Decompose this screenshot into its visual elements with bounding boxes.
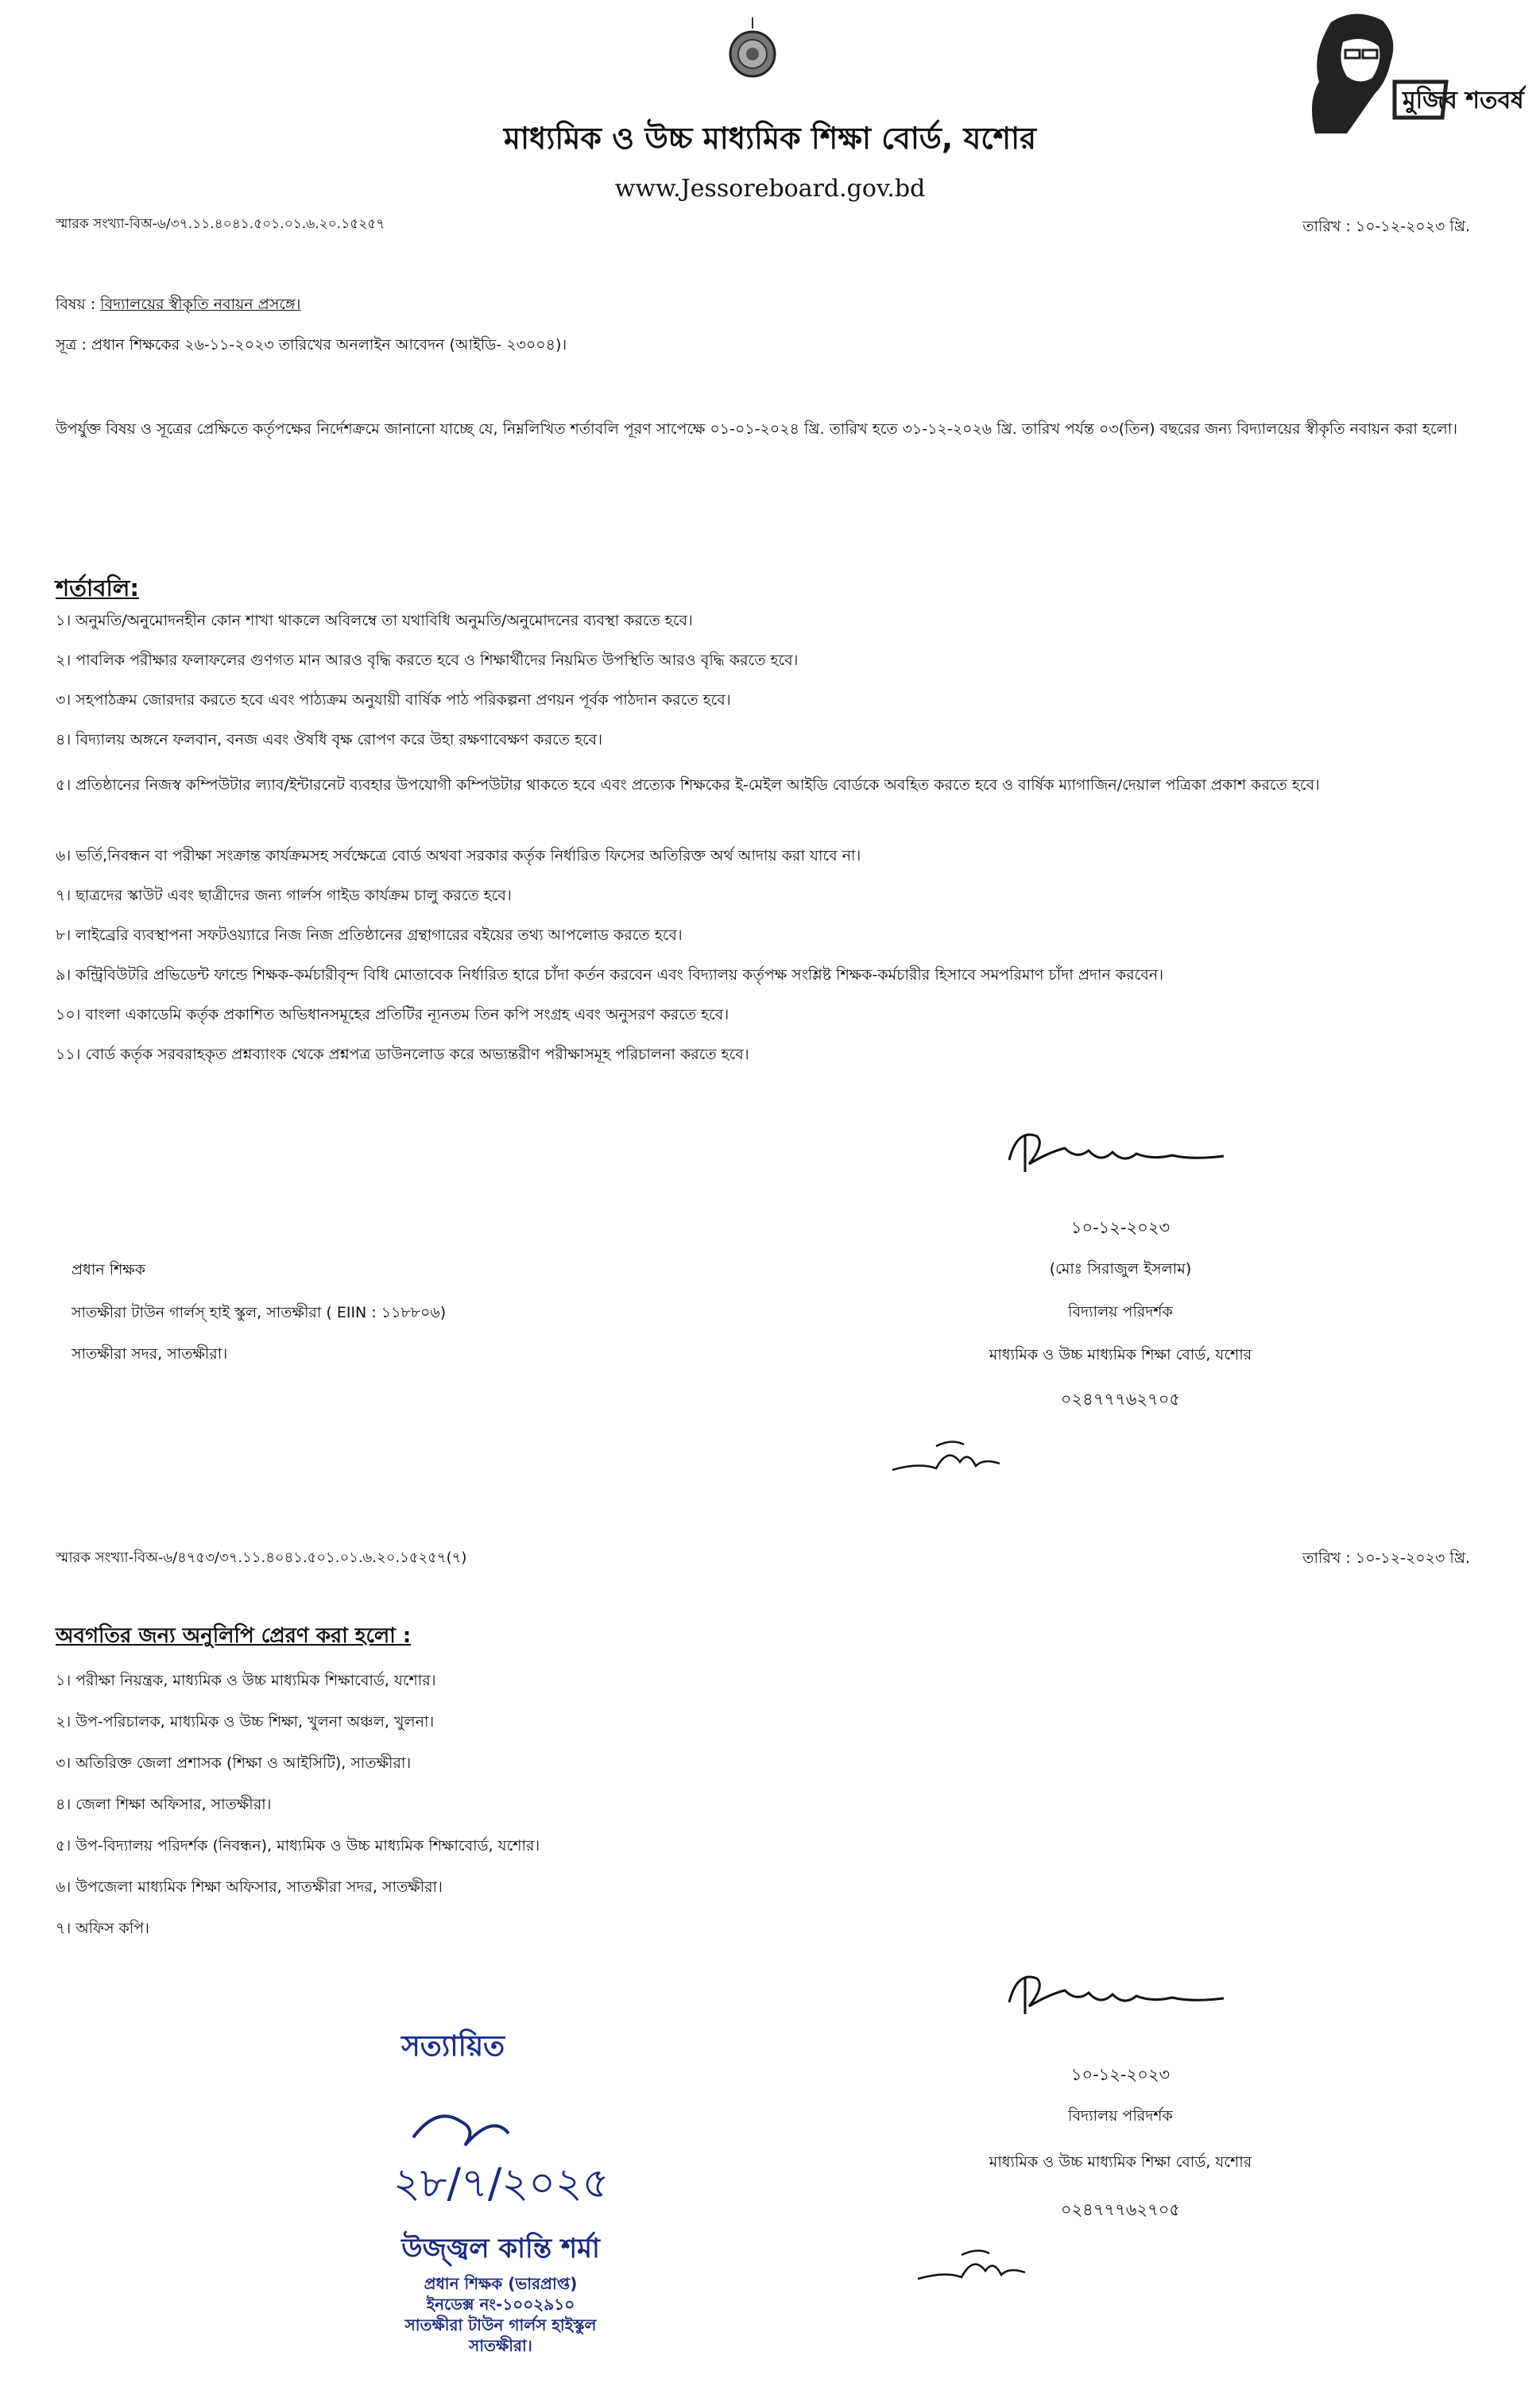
inspector-signature-copy: [1001, 1963, 1240, 2026]
subject-line: [56, 296, 300, 315]
board-title: মাধ্যমিক ও উচ্চ মাধ্যমিক শিক্ষা বোর্ড, যশোর: [503, 121, 1037, 156]
board-website: www.Jessoreboard.gov.bd: [614, 175, 926, 203]
signatory-phone: ০২৪৭৭৭৬২৭০৫: [1060, 1390, 1181, 1409]
attested-label: সত্যায়িত: [401, 2030, 505, 2063]
term-item: ১১। বোর্ড কর্তৃক সরবরাহকৃত প্রশ্নব্যাংক থেকে প্রশ্নপত্র ডাউনলোড করে অভ্যন্তরীণ পরীক্ষাসমূহ পরিচালনা করতে হবে।: [56, 1046, 749, 1063]
signatory-date: ১০-১২-২০২৩: [1070, 1218, 1170, 1237]
term-item: ৩। সহপাঠক্রম জোরদার করতে হবে এবং পাঠ্যক্রম অনুযায়ী বার্ষিক পাঠ পরিকল্পনা প্রণয়ন পূর্বক পাঠদান করতে হবে।: [56, 691, 731, 709]
copy-item: ১। পরীক্ষা নিয়ন্ত্রক, মাধ্যমিক ও উচ্চ মাধ্যমিক শিক্ষাবোর্ড, যশোর।: [56, 1672, 436, 1689]
signatory-name: (মোঃ সিরাজুল ইসলাম): [1049, 1260, 1192, 1278]
term-item: ২। পাবলিক পরীক্ষার ফলাফলের গুণগত মান আরও বৃদ্ধি করতে হবে ও শিক্ষার্থীদের নিয়মিত উপস্থিতি আরও বৃদ্ধি করতে হবে।: [56, 652, 799, 669]
subject-label: বিষয় :: [56, 296, 101, 313]
signatory-designation: বিদ্যালয় পরিদর্শক: [1068, 1303, 1173, 1321]
copy-item: ৪। জেলা শিক্ষা অফিসার, সাতক্ষীরা।: [56, 1796, 272, 1813]
stamp-name: উজ্জ্বল কান্তি শর্মা: [401, 2233, 600, 2265]
copy-heading: অবগতির জন্য অনুলিপি প্রেরণ করা হলো :: [56, 1624, 412, 1648]
term-item: ৮। লাইব্রেরি ব্যবস্থাপনা সফটওয়্যারে নিজ নিজ প্রতিষ্ঠানের গ্রন্থাগারের বইয়ের তথ্য আপলোড করতে হবে।: [56, 926, 683, 944]
copy-item: ৭। অফিস কপি।: [56, 1920, 149, 1937]
term-item: ৯। কন্ট্রিবিউটরি প্রভিডেন্ট ফান্ডে শিক্ষক-কর্মচারীবৃন্দ বিধি মোতাবেক নির্ধারিত হারে চাঁদা কর্তন করবেন এবং বিদ্যালয় কর্তৃপক্ষ সংশ্লিষ্ট শিক্ষক-কর্মচারীর হিসাবে সমপরিমাণ চাঁদা প্রদান করবেন।: [56, 966, 1163, 984]
term-item: ৬। ভর্তি,নিবন্ধন বা পরীক্ষা সংক্রান্ত কার্যক্রমসহ সর্বক্ষেত্রে বোর্ড অথবা সরকার কর্তৃক নির্ধারিত ফিসের অতিরিক্ত অর্থ আদায় করা যাবে না।: [56, 847, 861, 864]
board-seal-icon: [727, 17, 778, 84]
signatory-office: মাধ্যমিক ও উচ্চ মাধ্যমিক শিক্ষা বোর্ড, যশোর: [989, 1346, 1252, 1363]
copy-item: ৬। উপজেলা মাধ্যমিক শিক্ষা অফিসার, সাতক্ষীরা সদর, সাতক্ষীরা।: [56, 1878, 443, 1896]
reference-line: সূত্র : প্রধান শিক্ষকের ২৬-১১-২০২৩ তারিখের অনলাইন আবেদন (আইডি- ২৩০০৪)।: [56, 336, 567, 354]
copy-date: তারিখ : ১০-১২-২০২৩ খ্রি.: [1302, 1549, 1470, 1567]
attestation-signature: [389, 2098, 652, 2209]
subject-text: বিদ্যালয়ের স্বীকৃতি নবায়ন প্রসঙ্গে।: [100, 296, 301, 313]
term-item: ৫। প্রতিষ্ঠানের নিজস্ব কম্পিউটার ল্যাব/ইন্টারনেট ব্যবহার উপযোগী কম্পিউটার থাকতে হবে এবং প্রত্যেক শিক্ষকের ই-মেইল আইডি বোর্ডকে অবহিত করতে হবে ও বার্ষিক ম্যাগাজিন/দেয়াল পত্রিকা প্রকাশ করতে হবে।: [56, 776, 1320, 794]
stamp-school: সাতক্ষীরা টাউন গার্লস হাইস্কুল: [404, 2315, 597, 2334]
logo-text: মুজিব শতবর্ষ: [1403, 87, 1524, 114]
terms-heading: শর্তাবলি:: [56, 574, 139, 601]
copy-signatory-office: মাধ্যমিক ও উচ্চ মাধ্যমিক শিক্ষা বোর্ড, যশোর: [989, 2153, 1252, 2171]
term-item: ৭। ছাত্রদের স্কাউট এবং ছাত্রীদের জন্য গার্লস গাইড কার্যক্রম চালু করতে হবে।: [56, 887, 512, 904]
copy-item: ৩। অতিরিক্ত জেলা প্রশাসক (শিক্ষা ও আইসিটি), সাতক্ষীরা।: [56, 1754, 412, 1772]
copy-memo-number: স্মারক সংখ্যা-বিঅ-৬/৪৭৫৩/৩৭.১১.৪০৪১.৫০১.০১.৬.২০.১৫২৫৭(৭): [56, 1549, 467, 1566]
attestation-date: ২৮/৭/২০২৫: [393, 2160, 609, 2207]
copy-signatory-date: ১০-১২-২০২৩: [1070, 2065, 1170, 2084]
copy-signatory-designation: বিদ্যালয় পরিদর্শক: [1068, 2107, 1173, 2125]
letter-date: তারিখ : ১০-১২-২০২৩ খ্রি.: [1302, 218, 1470, 235]
letter-body: উপর্যুক্ত বিষয় ও সূত্রের প্রেক্ষিতে কর্তৃপক্ষের নির্দেশক্রমে জানানো যাচ্ছে যে, নিম্নলিখিত শর্তাবলি পূরণ সাপেক্ষে ০১-০১-২০২৪ খ্রি. তারিখ হতে ৩১-১২-২০২৬ খ্রি. তারিখ পর্যন্ত ০৩(তিন) বছরের জন্য বিদ্যালয়ের স্বীকৃতি নবায়ন করা হলো।: [56, 420, 1458, 438]
recipient-title: প্রধান শিক্ষক: [72, 1261, 146, 1278]
copy-initial-signature: [914, 2239, 1041, 2295]
attestation-stamp: [318, 2228, 683, 2356]
stamp-index: ইনডেক্স নং-১০০২৯১০: [426, 2295, 575, 2314]
copy-item: ২। উপ-পরিচালক, মাধ্যমিক ও উচ্চ শিক্ষা, খুলনা অঞ্চল, খুলনা।: [56, 1713, 435, 1731]
term-item: ৪। বিদ্যালয় অঙ্গনে ফলবান, বনজ এবং ঔষধি বৃক্ষ রোপণ করে উহা রক্ষণাবেক্ষণ করতে হবে।: [56, 731, 603, 748]
copy-signatory-phone: ০২৪৭৭৭৬২৭০৫: [1060, 2200, 1181, 2219]
stamp-designation: প্রধান শিক্ষক (ভারপ্রাপ্ত): [424, 2274, 578, 2293]
term-item: ১। অনুমতি/অনুমোদনহীন কোন শাখা থাকলে অবিলম্বে তা যথাবিধি অনুমতি/অনুমোদনের ব্যবস্থা করতে হবে।: [56, 612, 693, 629]
inspector-signature: [1001, 1120, 1240, 1184]
term-item: ১০। বাংলা একাডেমি কর্তৃক প্রকাশিত অভিধানসমূহের প্রতিটির ন্যূনতম তিন কপি সংগ্রহ এবং অনুসরণ করতে হবে।: [56, 1006, 729, 1023]
recipient-address: সাতক্ষীরা সদর, সাতক্ষীরা।: [72, 1345, 228, 1363]
memo-number: স্মারক সংখ্যা-বিঅ-৬/৩৭.১১.৪০৪১.৫০১.০১.৬.২০.১৫২৫৭: [56, 216, 385, 232]
stamp-district: সাতক্ষীরা।: [469, 2336, 532, 2355]
copy-item: ৫। উপ-বিদ্যালয় পরিদর্শক (নিবন্ধন), মাধ্যমিক ও উচ্চ মাধ্যমিক শিক্ষাবোর্ড, যশোর।: [56, 1837, 540, 1855]
recipient-school: সাতক্ষীরা টাউন গার্লস্ হাই স্কুল, সাতক্ষীরা ( EIIN : ১১৮৮০৬): [72, 1304, 447, 1321]
initial-signature: [888, 1430, 1016, 1486]
